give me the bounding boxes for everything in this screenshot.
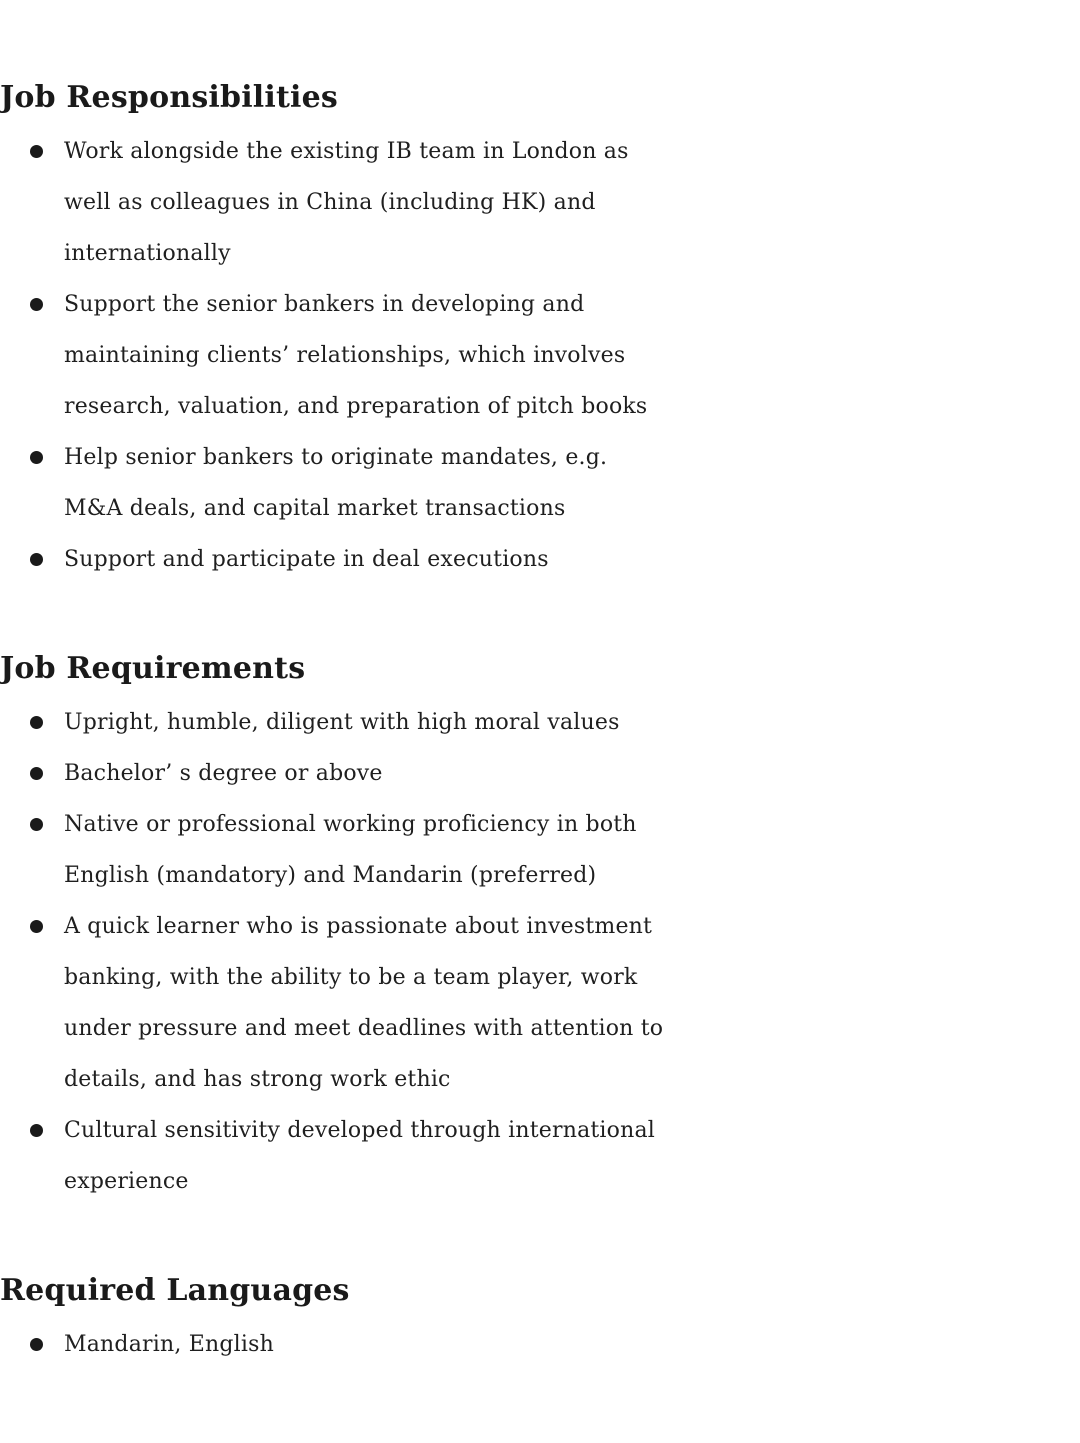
bullet-icon [30, 145, 43, 158]
job-description-document [0, 70, 1080, 1370]
item-line: Bachelor’ s degree or above [64, 761, 383, 786]
item-line: well as colleagues in China (including HK) and [64, 190, 596, 215]
bullet-list [0, 1319, 1080, 1370]
bullet-icon [30, 451, 43, 464]
item-line: Native or professional working proficiency in both [64, 812, 637, 837]
bullet-icon [30, 818, 43, 831]
item-line: internationally [64, 241, 231, 266]
bullet-icon [30, 920, 43, 933]
item-line: Help senior bankers to originate mandates, e.g. [64, 445, 608, 470]
bullet-icon [30, 716, 43, 729]
list-item [0, 697, 1080, 748]
list-item [0, 1105, 1080, 1207]
item-line: maintaining clients’ relationships, which involves [64, 343, 626, 368]
item-line: research, valuation, and preparation of pitch books [64, 394, 648, 419]
item-line: Work alongside the existing IB team in London as [64, 139, 629, 164]
item-line: experience [64, 1169, 189, 1194]
list-item [0, 534, 1080, 585]
bullet-icon [30, 553, 43, 566]
item-line: details, and has strong work ethic [64, 1067, 451, 1092]
section-heading: Required Languages [0, 1273, 350, 1308]
bullet-icon [30, 298, 43, 311]
item-line: A quick learner who is passionate about investment [64, 914, 653, 939]
item-line: Mandarin, English [64, 1332, 274, 1357]
list-item [0, 1319, 1080, 1370]
item-line: English (mandatory) and Mandarin (preferred) [64, 863, 597, 888]
bullet-icon [30, 767, 43, 780]
section-heading: Job Responsibilities [0, 80, 339, 115]
list-item [0, 432, 1080, 534]
section-job-requirements [0, 641, 1080, 1207]
section-job-responsibilities [0, 70, 1080, 585]
bullet-icon [30, 1338, 43, 1351]
item-line: M&A deals, and capital market transactions [64, 496, 566, 521]
section-required-languages [0, 1263, 1080, 1370]
item-line: under pressure and meet deadlines with attention to [64, 1016, 664, 1041]
list-item [0, 748, 1080, 799]
item-line: Support and participate in deal executions [64, 547, 549, 572]
list-item [0, 126, 1080, 279]
bullet-icon [30, 1124, 43, 1137]
list-item [0, 279, 1080, 432]
list-item [0, 799, 1080, 901]
bullet-list [0, 697, 1080, 1207]
bullet-list [0, 126, 1080, 585]
item-line: banking, with the ability to be a team player, work [64, 965, 638, 990]
section-heading: Job Requirements [0, 651, 306, 686]
item-line: Support the senior bankers in developing and [64, 292, 585, 317]
item-line: Upright, humble, diligent with high moral values [64, 710, 620, 735]
list-item [0, 901, 1080, 1105]
item-line: Cultural sensitivity developed through international [64, 1118, 656, 1143]
